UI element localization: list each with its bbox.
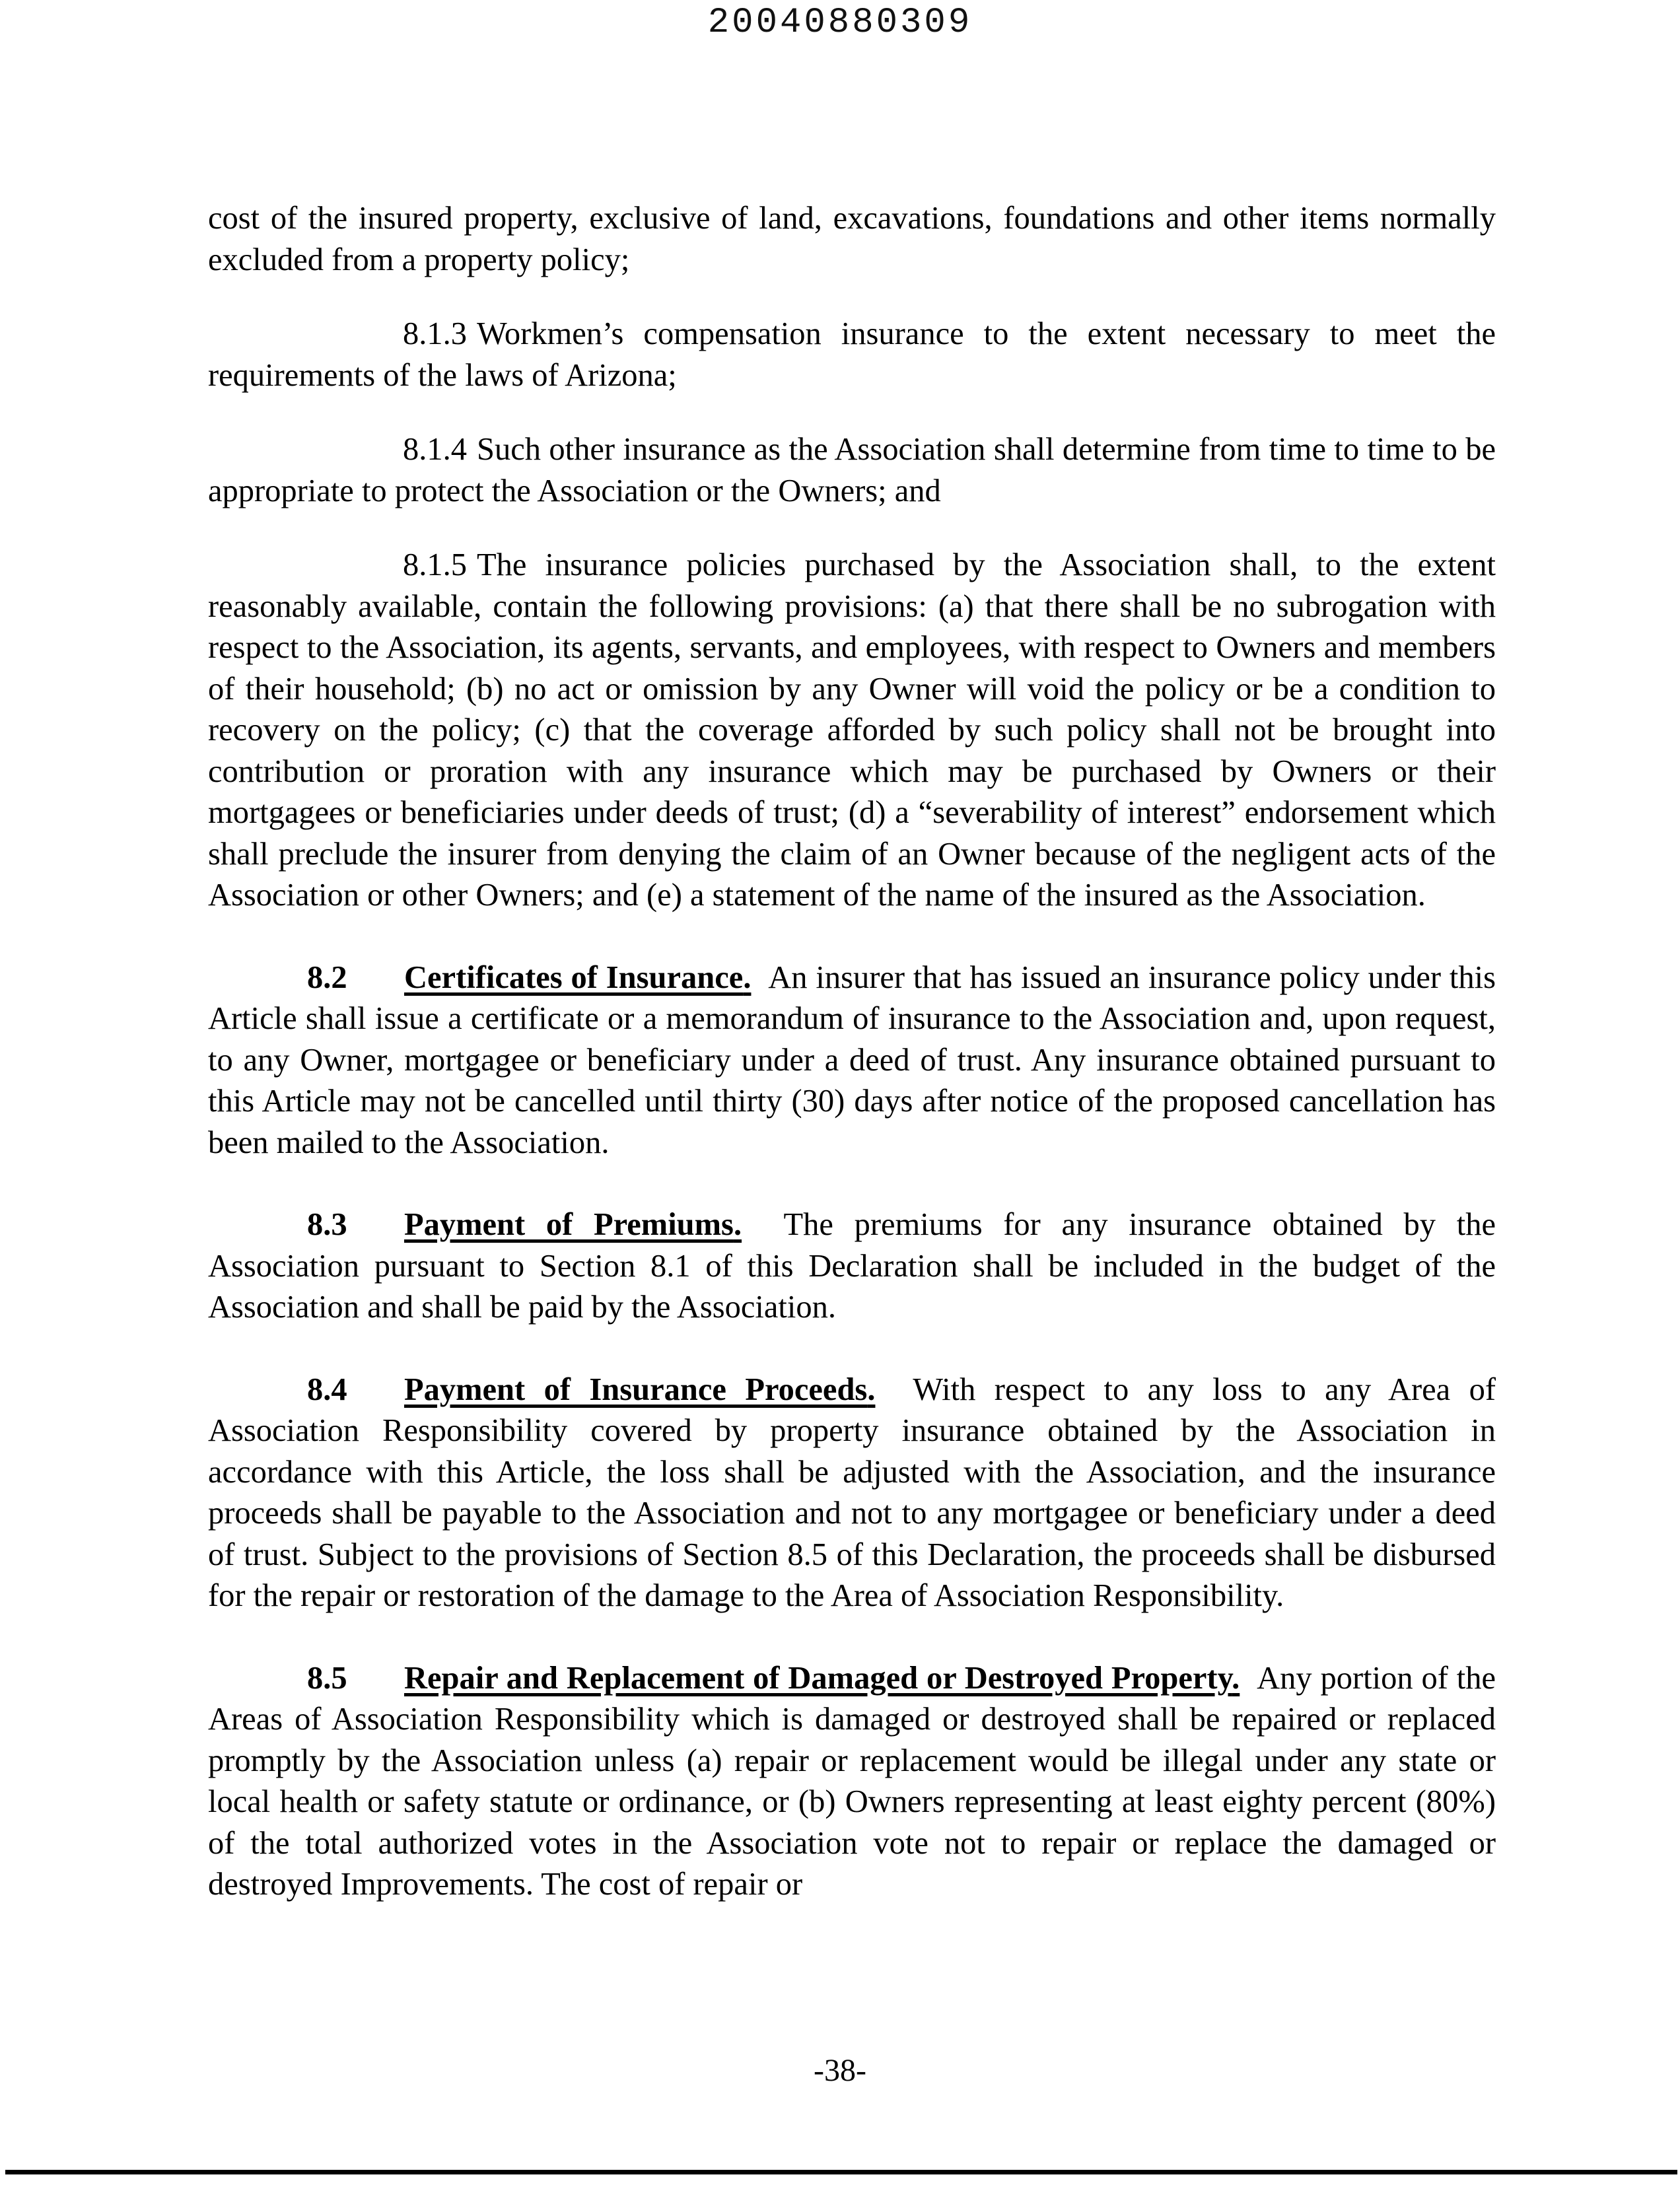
subsection-number: 8.1.4 bbox=[403, 432, 467, 467]
section-8-2 bbox=[208, 957, 1496, 1164]
subsection-number: 8.1.3 bbox=[403, 316, 467, 351]
section-8-4 bbox=[208, 1370, 1496, 1617]
subsection-8-1-4 bbox=[208, 429, 1496, 512]
document-recording-number: 20040880309 bbox=[707, 3, 973, 43]
section-text: With respect to any loss to any Area of Association Responsibility covered by property insurance obtained by the Association in accordance with this Article, the loss shall be adjusted with the Association, and the insurance proceeds shall be payable to the Association and not to any mortgagee or beneficiary under a deed of trust. Subject to the provisions of Section 8.5 of this Declaration, the proceeds shall be disbursed for the repair or restoration of the damage to the Area of Association Responsibility. bbox=[208, 1371, 1496, 1613]
section-text: Any portion of the Areas of Association Responsibility which is damaged or destroyed shall be repaired or replaced promptly by the Association unless (a) repair or replacement would be illegal under any state or local health or safety statute or ordinance, or (b) Owners representing at least eighty percent (80%) of the total authorized votes in the Association vote not to repair or replace the damaged or destroyed Improvements. The cost of repair or bbox=[208, 1660, 1496, 1902]
subsection-text: Such other insurance as the Association shall determine from time to time to be appropriate to protect the Association or the Owners; and bbox=[208, 432, 1496, 508]
section-title: Repair and Replacement of Damaged or Destroyed Property. bbox=[404, 1660, 1240, 1696]
continued-paragraph: cost of the insured property, exclusive of land, excavations, foundations and other items normally excluded from a property policy; bbox=[208, 201, 1496, 277]
subsection-8-1-5 bbox=[208, 545, 1496, 917]
section-number: 8.2 bbox=[307, 959, 347, 995]
section-title: Payment of Premiums. bbox=[404, 1207, 742, 1242]
page-body bbox=[208, 198, 1496, 1947]
subsection-text: The insurance policies purchased by the Association shall, to the extent reasonably available, contain the following provisions: (a) that there shall be no subrogation with respect to the Association, its agents, servants, and employees, with respect to Owners and members of their household; (b) no act or omission by any Owner will void the policy or be a condition to recovery on the policy; (c) that the coverage afforded by such policy shall not be brought into contribution or proration with any insurance which may be purchased by Owners or their mortgagees or beneficiaries under deeds of trust; (d) a “severability of interest” endorsement which shall preclude the insurer from denying the claim of an Owner because of the negligent acts of the Association or other Owners; and (e) a statement of the name of the insured as the Association. bbox=[208, 547, 1496, 913]
section-title: Payment of Insurance Proceeds. bbox=[404, 1371, 876, 1407]
section-number: 8.5 bbox=[307, 1660, 347, 1696]
section-number: 8.3 bbox=[307, 1207, 347, 1242]
section-8-3 bbox=[208, 1204, 1496, 1329]
section-number: 8.4 bbox=[307, 1371, 347, 1407]
footer-rule bbox=[5, 2170, 1677, 2174]
section-text: An insurer that has issued an insurance policy under this Article shall issue a certificate or a memorandum of insurance to the Association and, upon request, to any Owner, mortgagee or beneficiary under a deed of trust. Any insurance obtained pursuant to this Article may not be cancelled until thirty (30) days after notice of the proposed cancellation has been mailed to the Association. bbox=[208, 959, 1496, 1160]
subsection-number: 8.1.5 bbox=[403, 547, 467, 582]
section-title: Certificates of Insurance. bbox=[404, 959, 752, 995]
subsection-text: Workmen’s compensation insurance to the extent necessary to meet the requirements of the laws of Arizona; bbox=[208, 316, 1496, 393]
section-text: The premiums for any insurance obtained by the Association pursuant to Section 8.1 of this Declaration shall be included in the budget of the Association and shall be paid by the Association. bbox=[208, 1207, 1496, 1325]
page-number: -38- bbox=[814, 2053, 866, 2088]
section-8-5 bbox=[208, 1658, 1496, 1906]
subsection-8-1-3 bbox=[208, 314, 1496, 396]
